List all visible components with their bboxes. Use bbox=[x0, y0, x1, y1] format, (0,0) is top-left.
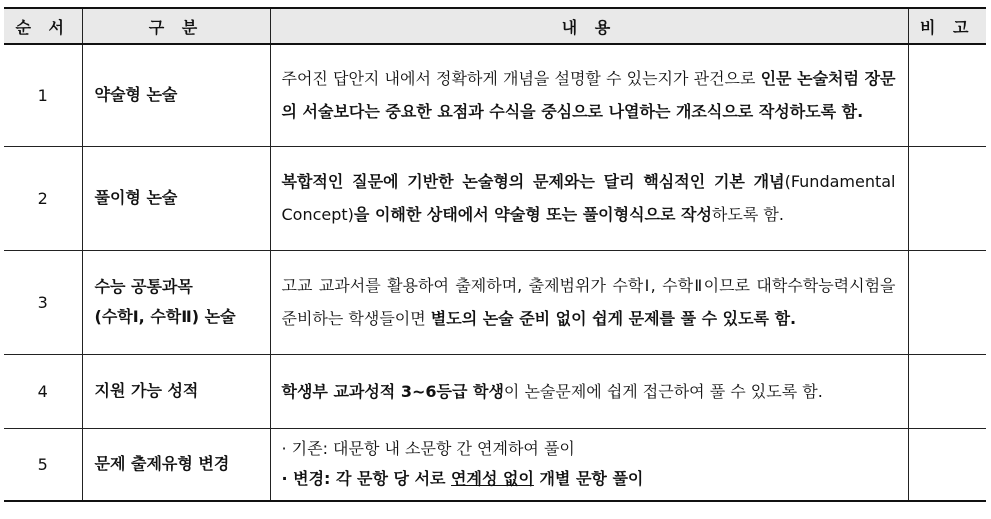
content-line bbox=[282, 464, 896, 494]
row-content bbox=[270, 44, 908, 146]
content-bold-text: 개별 문항 풀이 bbox=[533, 469, 644, 489]
content-text: 하도록 함. bbox=[711, 205, 784, 224]
row-number: 4 bbox=[4, 354, 82, 428]
row-category bbox=[82, 250, 270, 354]
table-row bbox=[4, 44, 986, 146]
row-content bbox=[270, 428, 908, 501]
row-category: 지원 가능 성적 bbox=[82, 354, 270, 428]
row-note bbox=[908, 44, 986, 146]
table-row bbox=[4, 146, 986, 250]
category-line: 수능 공통과목 bbox=[94, 277, 193, 296]
row-number: 2 bbox=[4, 146, 82, 250]
content-bold-text: 복합적인 질문에 기반한 논술형의 문제와는 달리 핵심적인 기본 개념 bbox=[281, 172, 785, 191]
content-text: 이 논술문제에 쉽게 접근하여 풀 수 있도록 함. bbox=[503, 381, 823, 401]
content-line: · 기존: 대문항 내 소문항 간 연계하여 풀이 bbox=[281, 439, 575, 459]
row-content bbox=[270, 250, 908, 354]
content-bold-text: 학생부 교과성적 3~6등급 학생 bbox=[281, 381, 504, 401]
row-category: 문제 출제유형 변경 bbox=[82, 428, 270, 501]
row-note bbox=[908, 250, 986, 354]
content-bold-text: 을 이해한 상태에서 약술형 또는 풀이형식으로 작성 bbox=[353, 205, 712, 224]
header-row bbox=[4, 8, 986, 44]
content-table bbox=[4, 7, 986, 502]
row-note bbox=[908, 146, 986, 250]
content-bold-text: · 변경: 각 문항 당 서로 bbox=[281, 469, 452, 489]
content-bold-text: 별도의 논술 준비 없이 쉽게 문제를 풀 수 있도록 함. bbox=[430, 309, 797, 328]
header-content: 내 용 bbox=[270, 8, 908, 44]
category-line: (수학Ⅰ, 수학Ⅱ) 논술 bbox=[94, 307, 236, 326]
header-note: 비 고 bbox=[908, 8, 986, 44]
row-number: 3 bbox=[4, 250, 82, 354]
row-category: 풀이형 논술 bbox=[82, 146, 270, 250]
table-row bbox=[4, 250, 986, 354]
row-content bbox=[270, 354, 908, 428]
row-content bbox=[270, 146, 908, 250]
row-note bbox=[908, 428, 986, 501]
underlined-text: 연계성 없이 bbox=[451, 469, 534, 489]
row-number: 1 bbox=[4, 44, 82, 146]
row-note bbox=[908, 354, 986, 428]
row-category: 약술형 논술 bbox=[82, 44, 270, 146]
table-row bbox=[4, 428, 986, 501]
content-text: 고교 교과서를 활용하여 출제하며, 출제범위가 수학Ⅰ, 수학Ⅱ이므로 대학수학능력시험을 준비하는 학생들이면 bbox=[281, 276, 896, 328]
content-text: (Fundamental Concept) bbox=[281, 172, 896, 224]
table-row bbox=[4, 354, 986, 428]
header-category: 구 분 bbox=[82, 8, 270, 44]
header-order: 순 서 bbox=[4, 8, 82, 44]
content-bold-text: 인문 논술처럼 장문의 서술보다는 중요한 요점과 수식을 중심으로 나열하는 개조식으로 작성하도록 함. bbox=[281, 69, 896, 122]
row-number: 5 bbox=[4, 428, 82, 501]
content-text: 주어진 답안지 내에서 정확하게 개념을 설명할 수 있는지가 관건으로 bbox=[281, 69, 761, 89]
